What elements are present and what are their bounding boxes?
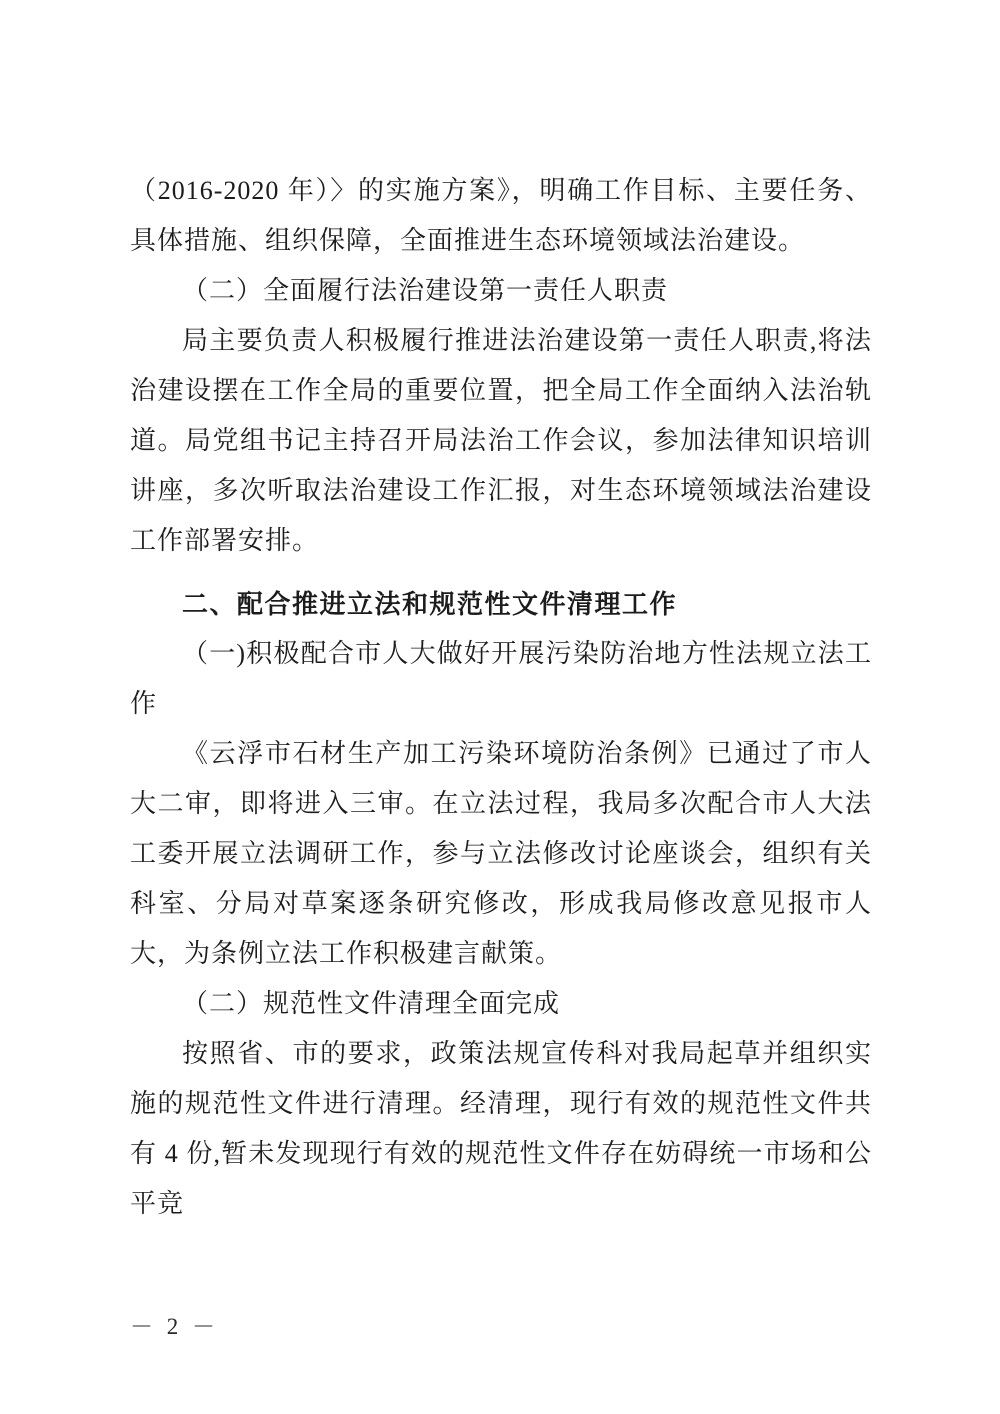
body-paragraph: 局主要负责人积极履行推进法治建设第一责任人职责,将法治建设摆在工作全局的重要位置，把全局工作全面纳入法治轨道。局党组书记主持召开局法治工作会议，参加法律知识培训讲座，多次听取法治建设工作汇报，对生态环境领域法治建设工作部署安排。 [130,326,872,555]
body-paragraph: 按照省、市的要求，政策法规宣传科对我局起草并组织实施的规范性文件进行清理。经清理，现行有效的规范性文件共有 4 份,暂未发现现行有效的规范性文件存在妨碍统一市场和公平竞 [130,1039,872,1218]
subheading-2-1: （一)积极配合市人大做好开展污染防治地方性法规立法工作 [130,639,872,718]
body-paragraph-continuation: （2016-2020 年）〉的实施方案》，明确工作目标、主要任务、具体措施、组织保障，全面推进生态环境领域法治建设。 [130,176,872,255]
section-heading-2: 二、配合推进立法和规范性文件清理工作 [182,589,678,619]
subheading-1-2: （二）全面履行法治建设第一责任人职责 [182,276,669,305]
document-text-block [130,166,872,1229]
subheading-2-2: （二）规范性文件清理全面完成 [182,989,561,1018]
body-paragraph: 《云浮市石材生产加工污染环境防治条例》已通过了市人大二审，即将进入三审。在立法过程，我局多次配合市人大法工委开展立法调研工作，参与立法修改讨论座谈会，组织有关科室、分局对草案逐条研究修改，形成我局修改意见报市人大，为条例立法工作积极建言献策。 [130,739,872,968]
page-number: － 2 － [130,1314,219,1339]
